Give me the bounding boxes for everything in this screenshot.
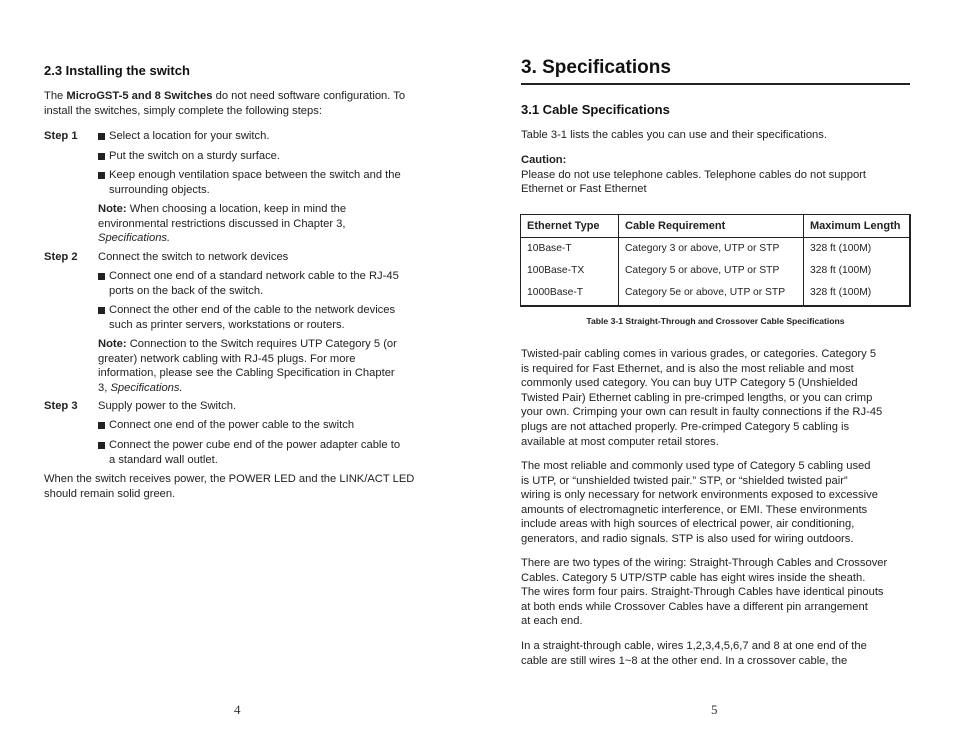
- chapter-title: 3. Specifications: [521, 57, 671, 78]
- bullet-square-icon: [98, 153, 105, 160]
- column-header: Cable Requirement: [619, 215, 804, 238]
- page-number-right: 5: [711, 702, 718, 717]
- table-header-row: [521, 215, 911, 238]
- table-cell: Category 3 or above, UTP or STP: [619, 238, 804, 261]
- paragraph-line: at both ends while Crossover Cables have a different pin arrangement: [521, 600, 868, 613]
- step2-label: Step 2: [44, 251, 78, 263]
- paragraph-line: available at most computer retail stores.: [521, 435, 719, 448]
- bullet-text: [109, 168, 431, 197]
- section-heading-installing: 2.3 Installing the switch: [44, 63, 190, 78]
- caution-block: [521, 153, 911, 197]
- cable-spec-table: [520, 214, 911, 307]
- step1-label: Step 1: [44, 130, 78, 142]
- table-row: [521, 260, 911, 282]
- intro-paragraph: [44, 89, 444, 118]
- paragraph-line: Twisted-pair cabling comes in various grades, or categories. Category 5: [521, 348, 877, 360]
- table-cell: 328 ft (100M): [810, 265, 872, 277]
- note-label: Note:: [98, 338, 127, 350]
- paragraph-line: The most reliable and commonly used type of Category 5 cabling used: [521, 460, 871, 472]
- paragraph-line: include areas with high sources of electrical power, air conditioning,: [521, 518, 855, 531]
- note-line: environmental restrictions discussed in Chapter 3,: [98, 217, 346, 230]
- intro-line1: do not need software configuration. To: [212, 90, 406, 102]
- bullet-square-icon: [98, 172, 105, 179]
- note-line: 3,: [98, 381, 111, 394]
- closing-paragraph: [44, 472, 444, 501]
- step2-note: [98, 337, 438, 395]
- caution-label: Caution:: [521, 154, 567, 166]
- caution-line: Ethernet or Fast Ethernet: [521, 183, 647, 196]
- table-cell: 100Base-TX: [521, 260, 619, 282]
- bullet-text: [109, 303, 431, 332]
- bullet-square-icon: [98, 273, 105, 280]
- bullet-line: Connect one end of a standard network cable to the RJ-45: [109, 270, 399, 282]
- bullet-square-icon: [98, 422, 105, 429]
- table-caption: Table 3-1 Straight-Through and Crossover Cable Specifications: [586, 316, 845, 326]
- closing-line: When the switch receives power, the POWER LED and the LINK/ACT LED: [44, 473, 415, 485]
- note-line: Specifications.: [98, 232, 171, 245]
- note-line: Connection to the Switch requires UTP Category 5 (or: [126, 338, 397, 350]
- bullet-line: ports on the back of the switch.: [109, 284, 264, 297]
- table-intro: Table 3-1 lists the cables you can use and their specifications.: [521, 129, 827, 141]
- paragraph-line: wiring is only necessary for network environments exposed to excessive: [521, 489, 878, 502]
- bullet-square-icon: [98, 307, 105, 314]
- table-row: [521, 283, 911, 306]
- bullet-text: Put the switch on a sturdy surface.: [109, 150, 281, 162]
- title-rule: [521, 83, 910, 85]
- bullet-square-icon: [98, 442, 105, 449]
- note-line: information, please see the Cabling Specification in Chapter: [98, 367, 395, 380]
- bullet-line: Connect the other end of the cable to the network devices: [109, 304, 396, 316]
- caution-line: Please do not use telephone cables. Telephone cables do not support: [521, 168, 866, 181]
- bullet-line: Keep enough ventilation space between the switch and the: [109, 169, 401, 181]
- paragraph-wiring-types: [521, 556, 916, 629]
- step2-text: Connect the switch to network devices: [98, 251, 289, 263]
- paragraph-line: Twisted Pair) Ethernet cabling in pre-crimped lengths, or you can crimp: [521, 391, 873, 404]
- table-cell: 1000Base-T: [521, 283, 619, 306]
- paragraph-straight-through: [521, 639, 916, 668]
- paragraph-line: In a straight-through cable, wires 1,2,3,4,5,6,7 and 8 at one end of the: [521, 640, 867, 652]
- table-cell: 10Base-T: [521, 238, 619, 261]
- paragraph-line: generators, and radio signals. STP is also used for wiring outdoors.: [521, 532, 854, 545]
- note-line-italic: Specifications.: [110, 381, 183, 394]
- bullet-line: surrounding objects.: [109, 183, 210, 196]
- step3-text: Supply power to the Switch.: [98, 400, 237, 412]
- bullet-line: Connect the power cube end of the power adapter cable to: [109, 439, 401, 451]
- paragraph-line: at each end.: [521, 615, 583, 628]
- note-label: Note:: [98, 203, 127, 215]
- paragraph-line: is UTP, or “unshielded twisted pair.” STP, or “shielded twisted pair”: [521, 474, 848, 487]
- bullet-line: such as printer servers, workstations or routers.: [109, 318, 345, 331]
- bullet-square-icon: [98, 133, 105, 140]
- note-line: When choosing a location, keep in mind the: [126, 203, 347, 215]
- bullet-text: [109, 438, 431, 467]
- note-line: greater) network cabling with RJ-45 plugs. For more: [98, 352, 356, 365]
- product-name: MicroGST-5 and 8 Switches: [66, 90, 213, 102]
- page-number-left: 4: [234, 702, 241, 717]
- paragraph-line: cable are still wires 1~8 at the other end. In a crossover cable, the: [521, 654, 848, 667]
- paragraph-line: plugs are not attached properly. Pre-crimped Category 5 cabling is: [521, 420, 850, 433]
- table-cell: Category 5e or above, UTP or STP: [619, 283, 804, 306]
- intro-line2: install the switches, simply complete the following steps:: [44, 104, 322, 117]
- intro-pre: The: [44, 90, 67, 102]
- bullet-line: a standard wall outlet.: [109, 453, 218, 466]
- table-cell: 328 ft (100M): [810, 287, 872, 299]
- column-header: Maximum Length: [804, 215, 911, 238]
- column-header: Ethernet Type: [521, 215, 619, 238]
- paragraph-line: Cables. Category 5 UTP/STP cable has eight wires inside the sheath.: [521, 571, 866, 584]
- paragraph-twisted-pair: [521, 347, 916, 449]
- paragraph-line: amounts of electromagnetic interference, or EMI. These environments: [521, 503, 868, 516]
- bullet-text: Connect one end of the power cable to the switch: [109, 419, 355, 431]
- paragraph-line: The wires form four pairs. Straight-Through Cables have identical pinouts: [521, 586, 884, 599]
- table-row: [521, 238, 911, 261]
- closing-line: should remain solid green.: [44, 487, 176, 500]
- paragraph-line: is required for Fast Ethernet, and is also the most reliable and most: [521, 362, 854, 375]
- section-heading-cable-specs: 3.1 Cable Specifications: [521, 102, 670, 117]
- paragraph-line: commonly used category. You can buy UTP Category 5 (Unshielded: [521, 377, 858, 390]
- paragraph-line: your own. Crimping your own can result in faulty connections if the RJ-45: [521, 406, 883, 419]
- step1-note: [98, 202, 438, 246]
- step3-label: Step 3: [44, 400, 78, 412]
- paragraph-line: There are two types of the wiring: Straight-Through Cables and Crossover: [521, 557, 888, 569]
- bullet-text: [109, 269, 431, 298]
- paragraph-utp-stp: [521, 459, 916, 547]
- table-cell: 328 ft (100M): [810, 242, 872, 254]
- table-cell: Category 5 or above, UTP or STP: [619, 260, 804, 282]
- bullet-text: Select a location for your switch.: [109, 130, 270, 142]
